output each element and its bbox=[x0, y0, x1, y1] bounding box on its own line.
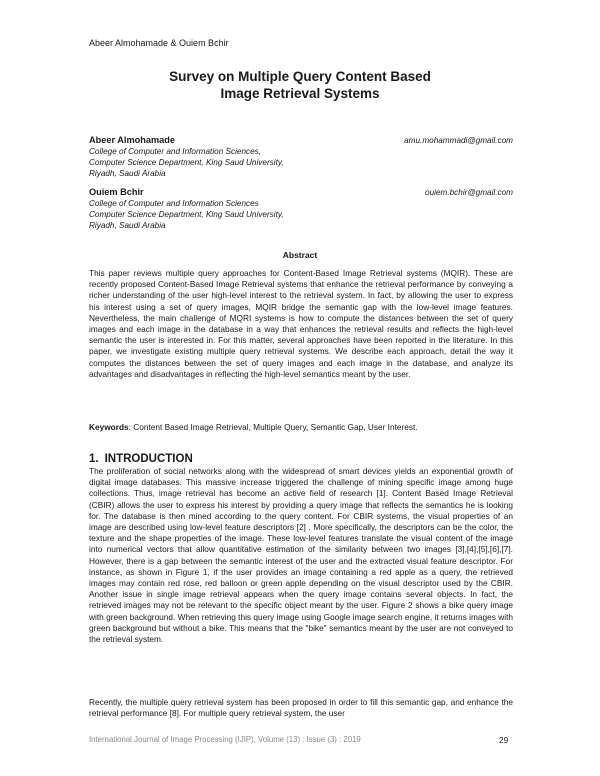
abstract-heading: Abstract bbox=[282, 250, 318, 260]
keywords bbox=[89, 422, 513, 433]
author-affiliation: Computer Science Department, King Saud University, bbox=[89, 210, 284, 219]
author-email[interactable]: amu.mohammadi@gmail.com bbox=[404, 136, 513, 145]
section-number: 1. bbox=[89, 453, 99, 465]
intro-paragraph-1: The proliferation of social networks along with the widespread of smart devices yields an exponential growth of digital image databases. This massive increase triggered the challenge of mining specific image among huge collections. Thus, image retrieval has become an active field of research [1]. Content Based Image Retrieval (CBIR) allows the user to express his interest by providing a query image that reflects the semantics he is looking for. The database is then mined according to the query content. For CBIR systems, the visual properties of an image are described using low-level feature descriptors [2] . More specifically, the descriptors can be the color, the texture and the shape properties of the image. These low-level features translate the visual content of the image into numerical vectors that allow quantitative estimation of the similarity between two images [3],[4],[5],[6],[7]. However, there is a gap between the semantic interest of the user and the extracted visual feature descriptor. For instance, as shown in Figure 1, if the user provides an image containing a red apple as a query, the retrieved images may contain red rose, red balloon or green apple depending on the visual descriptor used by the CBIR. Another issue in single image retrieval appears when the query image contains several objects. In fact, the retrieved images may not be relevant to the specific object meant by the user. Figure 2 shows a bike query image with green background. When retrieving this query image using Google image search engine, it returns images with green background but without a bike. This means that the "bike" semantics meant by the user are not conveyed to the retrieval system. bbox=[89, 466, 513, 645]
author-block-2 bbox=[89, 187, 513, 231]
abstract-text: This paper reviews multiple query approaches for Content-Based Image Retrieval systems (MQIR). These are recently proposed Content-Based Image Retrieval systems that enhance the retrieval performance by conveying a richer understanding of the user high-level interest to the retrieval system. In fact, by allowing the user to express his interest using a set of query images, MQIR bridge the semantic gap with the low-level image features. Nevertheless, the main challenge of MQRI systems is how to compute the distances between the set of query images and each image in the database in a way that enhances the retrieval results and reflects the high-level semantic the user is interested in. For this matter, several approaches have been reported in the literature. In this paper, we investigate existing multiple query retrieval systems. We describe each approach, detail the way it computes the distances between the set of query images and each image in the database, and analyze its advantages and disadvantages in reflecting the high-level semantics meant by the user. bbox=[89, 268, 513, 379]
author-affiliation: College of Computer and Information Sciences bbox=[89, 199, 259, 208]
author-affiliation: Riyadh, Saudi Arabia bbox=[89, 169, 166, 178]
running-head: Abeer Almohamade & Ouiem Bchir bbox=[89, 38, 229, 48]
author-name: Ouiem Bchir bbox=[89, 187, 144, 197]
keywords-label: Keywords bbox=[89, 422, 129, 432]
page-number: 29 bbox=[499, 735, 509, 745]
journal-footer: International Journal of Image Processing (IJIP), Volume (13) : Issue (3) : 2019 bbox=[89, 735, 361, 744]
title-line-1: Survey on Multiple Query Content Based bbox=[169, 69, 431, 84]
intro-paragraph-2: Recently, the multiple query retrieval system has been proposed in order to fill this semantic gap, and enhance the retrieval performance [8]. For multiple query retrieval system, the user bbox=[89, 697, 513, 719]
section-heading bbox=[89, 453, 193, 465]
author-email[interactable]: ouiem.bchir@gmail.com bbox=[425, 188, 513, 197]
author-name: Abeer Almohamade bbox=[89, 135, 175, 145]
title-line-2: Image Retrieval Systems bbox=[220, 86, 380, 101]
keywords-text: : Content Based Image Retrieval, Multiple Query, Semantic Gap, User Interest. bbox=[128, 422, 418, 432]
author-affiliation: Riyadh, Saudi Arabia bbox=[89, 221, 166, 230]
section-title: INTRODUCTION bbox=[104, 453, 193, 465]
author-affiliation: Computer Science Department, King Saud University, bbox=[89, 158, 284, 167]
author-affiliation: College of Computer and Information Sciences, bbox=[89, 147, 262, 156]
paper-title bbox=[0, 68, 600, 102]
author-block-1 bbox=[89, 135, 513, 179]
